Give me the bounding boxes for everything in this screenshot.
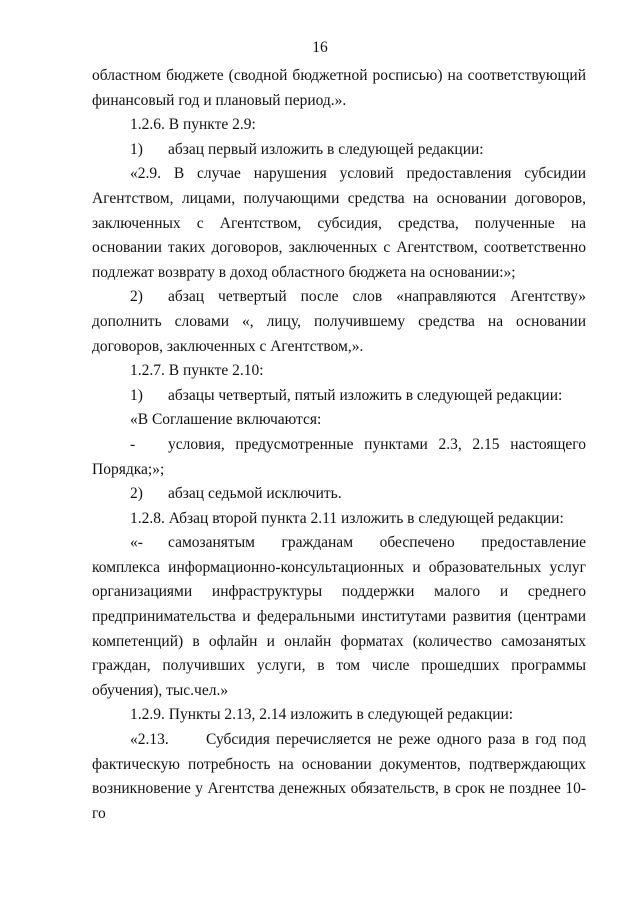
paragraph-heading-1-2-8: 1.2.8. Абзац второй пункта 2.11 изложить в следующей редакции: — [130, 509, 564, 527]
list-item-text: абзац седьмой исключить. — [168, 485, 342, 503]
list-item — [92, 285, 586, 359]
list-item-text: условия, предусмотренные пунктами 2.3, 2.15 настоящего Порядка;»; — [92, 435, 586, 478]
list-item-text: абзацы четвертый, пятый изложить в следующей редакции: — [168, 386, 563, 404]
paragraph-continuation: областном бюджете (сводной бюджетной росписью) на соответствующий финансовый год и плановый период.». — [92, 67, 586, 109]
list-item — [92, 138, 586, 163]
paragraph-heading-1-2-7: 1.2.7. В пункте 2.10: — [130, 362, 264, 380]
list-marker: 2) — [130, 288, 143, 306]
paragraph-quote-2-13 — [92, 728, 586, 826]
paragraph-heading-1-2-9: 1.2.9. Пункты 2.13, 2.14 изложить в следующей редакции: — [130, 706, 514, 724]
clause-text: Субсидия перечисляется не реже одного раза в год под фактическую потребность на основании документов, подтверждающих возникновение у Агентства денежных обязательств, в срок не позднее 10-го — [92, 731, 586, 822]
paragraph-quote-agreement: «В Соглашение включаются: — [130, 411, 322, 429]
clause-number: «2.13. — [130, 731, 169, 749]
list-marker: - — [130, 435, 136, 453]
list-marker: «- — [130, 534, 143, 552]
page-number: 16 — [312, 39, 328, 56]
list-marker: 2) — [130, 485, 143, 503]
list-item-text: абзац первый изложить в следующей редакции: — [168, 140, 484, 158]
document-body — [92, 64, 586, 826]
list-item — [92, 384, 586, 409]
list-marker: 1) — [130, 140, 143, 158]
list-item-text: самозанятым гражданам обеспечено предоставление комплекса информационно-консультационных и образовательных услуг организациями инфраструктуры поддержки малого и среднего предпринимательства и федеральными институтами развития (центрами компетенций) в офлайн и онлайн форматах (количество самозанятых граждан, получивших услуги, в том числе прошедших программы обучения), тыс.чел.» — [92, 534, 586, 699]
paragraph-quote-2-9: «2.9. В случае нарушения условий предоставления субсидии Агентством, лицами, получающими средства на основании договоров, заключенных с Агентством, субсидия, средства, полученные на основании таких договоров, заключенных с Агентством, соответственно подлежат возврату в доход областного бюджета на основании:»; — [92, 165, 586, 281]
list-item — [92, 482, 586, 507]
list-item-text: абзац четвертый после слов «направляются Агентству» дополнить словами «, лицу, получившему средства на основании договоров, заключенных с Агентством,». — [92, 288, 586, 355]
list-item — [92, 531, 586, 703]
list-item — [92, 433, 586, 482]
paragraph-heading-1-2-6: 1.2.6. В пункте 2.9: — [130, 116, 256, 134]
list-marker: 1) — [130, 386, 143, 404]
